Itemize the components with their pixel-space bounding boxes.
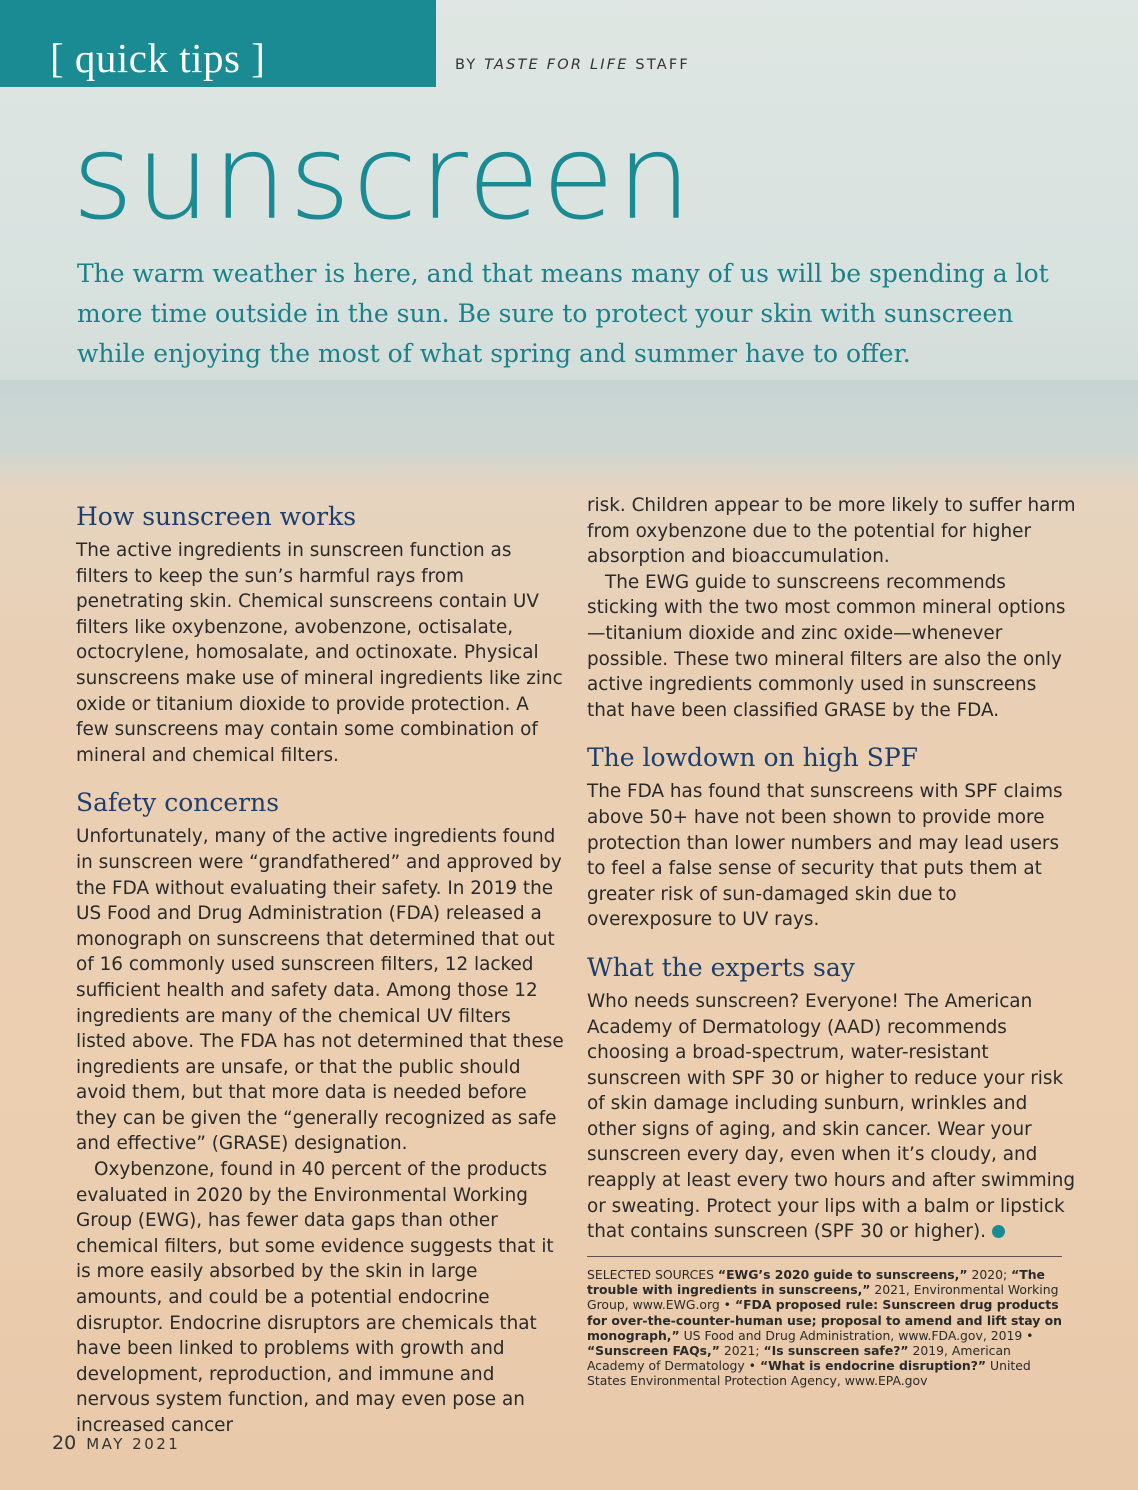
byline-prefix: BY	[455, 57, 485, 73]
body-paragraph: Unfortunately, many of the active ingredients found in sunscreen were “grandfathered” and approved by the FDA without evaluating their safety. In 2019 the US Food and Drug Administration (FDA) released a monograph on sunscreens that determined that out of 16 commonly used sunscreen filters, 12 lacked sufficient health and safety data. Among those 12 ingredients are many of the chemical UV filters listed above. The FDA has not determined that these ingredients are unsafe, or that the public should avoid them, but that more data is needed before they can be given the “generally recognized as safe and effective” (GRASE) designation.	[76, 826, 564, 1155]
body-text: Who needs sunscreen? Everyone! The American Academy of Dermatology (AAD) recommends choosing a broad-spectrum, water-resistant sunscreen with SPF 30 or higher to reduce your risk of skin damage including sunburn, wrinkles and other signs of aging, and skin cancer. Wear your sunscreen every day, even when it’s cloudy, and reapply at least every two hours and after swimming or sweating. Protect your lips with a balm or lipstick that contains sunscreen (SPF 30 or higher).	[587, 990, 1076, 1243]
sources-label: SELECTED SOURCES	[587, 1267, 718, 1282]
section-how-sunscreen-works	[76, 500, 566, 768]
body-paragraph: The FDA has found that sunscreens with SPF claims above 50+ have not been shown to provide more protection than lower numbers and may lead users to feel a false sense of security that puts them at greater risk of sun-damaged skin due to overexposure to UV rays.	[587, 781, 1063, 931]
right-column	[587, 493, 1077, 1245]
sources-divider	[587, 1256, 1062, 1257]
source-detail: 2021, Environmental Working Group, www.EWG.org •	[587, 1282, 1059, 1313]
byline	[455, 57, 690, 73]
section-experts-say	[587, 951, 1077, 1245]
section-heading: What the experts say	[587, 952, 855, 982]
source-title: “FDA proposed rule: Sunscreen drug products for over-the-counter-human use; proposal to amend and lift stay on monograph,”	[587, 1297, 1062, 1343]
source-detail: 2020;	[967, 1267, 1012, 1282]
section-high-spf	[587, 741, 1077, 933]
sea-haze	[0, 380, 1138, 460]
source-title: “Sunscreen FAQs,”	[587, 1343, 720, 1359]
intro-paragraph: The warm weather is here, and that means many of us will be spending a lot more time outside in the sun. Be sure to protect your skin with sunscreen while enjoying the most of what spring and summer have to offer.	[77, 259, 1049, 368]
section-heading: Safety concerns	[76, 788, 280, 818]
section-heading: The lowdown on high SPF	[587, 743, 919, 773]
end-mark-dot-icon	[992, 1225, 1005, 1238]
body-paragraph: The EWG guide to sunscreens recommends sticking with the two most common mineral options—titanium dioxide and zinc oxide—whenever possible. These two mineral filters are also the only active ingredients commonly used in sunscreens that have been classified GRASE by the FDA.	[587, 571, 1066, 721]
body-paragraph: risk. Children appear to be more likely to suffer harm from oxybenzone due to the potential for higher absorption and bioaccumulation.	[587, 495, 1076, 568]
body-paragraph: Oxybenzone, found in 40 percent of the products evaluated in 2020 by the Environmental Working Group (EWG), has fewer data gaps than other chemical filters, but some evidence suggests that it is more easily absorbed by the skin in large amounts, and could be a potential endocrine disruptor. Endocrine disruptors are chemicals that have been linked to problems with growth and development, reproduction, and immune and nervous system function, and may even pose an increased cancer	[76, 1159, 554, 1436]
source-title: “EWG’s 2020 guide to sunscreens,”	[717, 1267, 968, 1282]
source-title: “Is sunscreen safe?”	[763, 1343, 909, 1359]
page-folio	[52, 1432, 180, 1454]
section-heading: How sunscreen works	[76, 502, 357, 531]
byline-name: TASTE FOR LIFE	[484, 57, 629, 73]
page-title: sunscreen	[72, 108, 694, 246]
issue-date: MAY 2021	[86, 1435, 181, 1453]
byline-suffix: STAFF	[628, 57, 690, 73]
source-title: “The trouble with ingredients in sunscreens,”	[587, 1267, 1045, 1298]
page-number: 20	[52, 1432, 77, 1454]
left-column	[76, 500, 566, 1439]
source-detail: 2021;	[719, 1343, 764, 1359]
section-tab	[0, 0, 436, 87]
section-continued	[587, 493, 1077, 723]
section-tab-label: [ quick tips ]	[50, 35, 266, 81]
selected-sources	[587, 1267, 1065, 1389]
section-safety-concerns	[76, 786, 566, 1438]
source-detail: US Food and Drug Administration, www.FDA.gov, 2019 •	[679, 1327, 1034, 1343]
source-title: “What is endocrine disruption?”	[759, 1358, 987, 1374]
source-detail: 2019, American Academy of Dermatology •	[587, 1343, 1011, 1374]
body-paragraph	[587, 989, 1077, 1245]
source-detail: United States Environmental Protection Agency, www.EPA.gov	[587, 1358, 1031, 1389]
body-paragraph: The active ingredients in sunscreen function as filters to keep the sun’s harmful rays from penetrating skin. Chemical sunscreens contain UV filters like oxybenzone, avobenzone, octisalate, octocrylene, homosalate, and octinoxate. Physical sunscreens make use of mineral ingredients like zinc oxide or titanium dioxide to provide protection. A few sunscreens may contain some combination of mineral and chemical filters.	[76, 540, 563, 766]
